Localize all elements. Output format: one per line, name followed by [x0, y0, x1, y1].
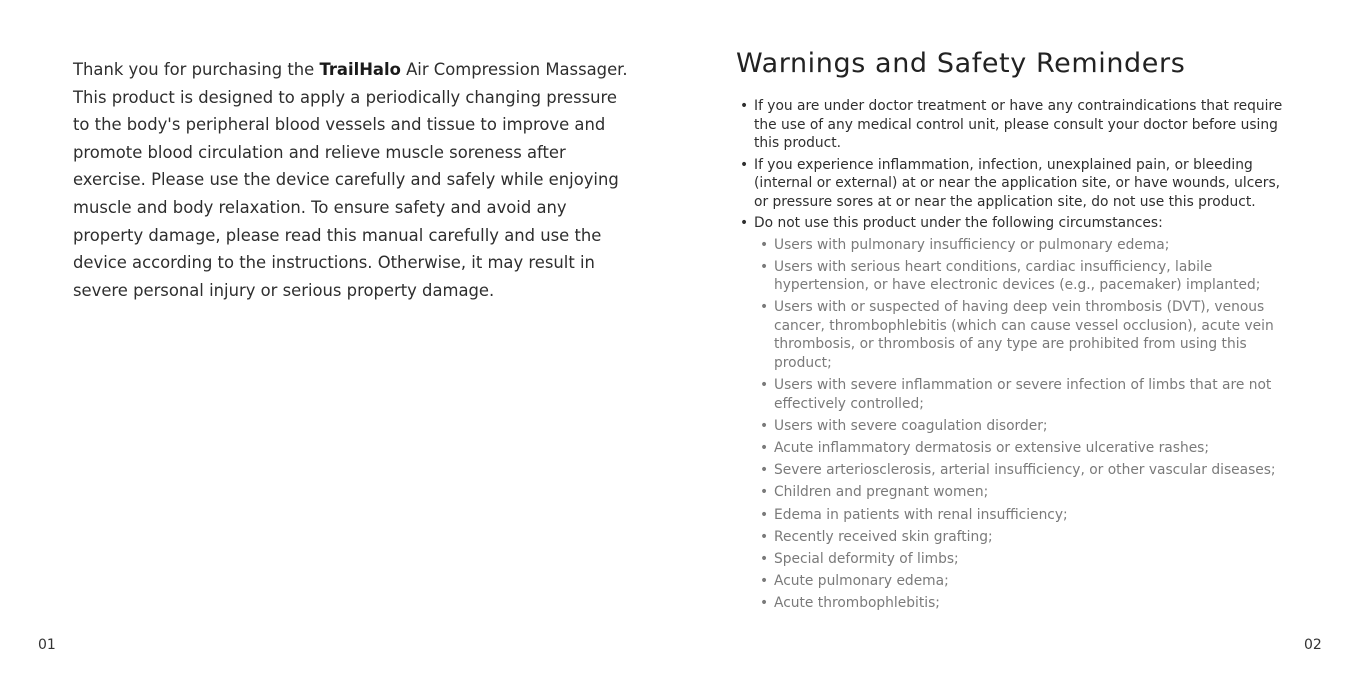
warning-text: If you experience inflammation, infection, unexplained pain, or bleeding (internal or external) at or near the application site, or have wounds, ulcers, or pressure sores at or near the application site, do not use this product. — [754, 156, 1281, 210]
circumstances-list — [758, 236, 1283, 613]
bullet-icon: • — [760, 506, 769, 523]
warning-item — [738, 214, 1283, 613]
warning-item — [738, 97, 1283, 153]
warning-text: If you are under doctor treatment or have any contraindications that require the use of any medical control unit, please consult your doctor before using this product. — [754, 98, 1283, 151]
bullet-icon: • — [760, 528, 769, 545]
circumstance-item — [758, 483, 1283, 502]
circumstance-text: Users with serious heart conditions, cardiac insufficiency, labile hypertension, or have electronic devices (e.g., pacemaker) implanted; — [774, 258, 1261, 294]
circumstance-item — [758, 376, 1283, 413]
circumstance-item — [758, 258, 1283, 295]
circumstance-text: Users with or suspected of having deep vein thrombosis (DVT), venous cancer, thrombophlebitis (which can cause vessel occlusion), acute vein thrombosis, or thrombosis of any type are prohibited from using this product; — [774, 299, 1274, 371]
circumstance-item — [758, 439, 1283, 458]
bullet-icon: • — [760, 377, 769, 394]
circumstance-text: Acute thrombophlebitis; — [774, 595, 940, 612]
circumstance-item — [758, 417, 1283, 436]
circumstance-text: Recently received skin grafting; — [774, 528, 993, 545]
circumstance-text: Acute pulmonary edema; — [774, 573, 949, 590]
intro-text-rest: Air Compression Massager. This product is designed to apply a periodically changing pressure to the body's peripheral blood vessels and tissue to improve and promote blood circulation and relieve muscle soreness after exercise. Please use the device carefully and safely while enjoying muscle and body relaxation. To ensure safety and avoid any property damage, please read this manual carefully and use the device according to the instructions. Otherwise, it may result in severe personal injury or serious property damage. — [73, 60, 628, 300]
bullet-icon: • — [760, 573, 769, 590]
circumstance-item — [758, 550, 1283, 569]
circumstance-text: Users with pulmonary insufficiency or pulmonary edema; — [774, 236, 1170, 253]
circumstance-text: Users with severe inflammation or severe infection of limbs that are not effectively controlled; — [774, 377, 1272, 412]
bullet-icon: • — [740, 156, 749, 173]
circumstance-text: Acute inflammatory dermatosis or extensive ulcerative rashes; — [774, 439, 1210, 456]
right-page — [680, 0, 1360, 680]
page-number-right: 02 — [1304, 637, 1322, 653]
bullet-icon: • — [740, 215, 749, 231]
bullet-icon: • — [760, 258, 769, 275]
circumstance-item — [758, 528, 1283, 547]
page-number-left: 01 — [38, 637, 56, 653]
circumstance-item — [758, 298, 1283, 372]
circumstance-text: Users with severe coagulation disorder; — [774, 417, 1048, 434]
circumstance-text: Children and pregnant women; — [774, 484, 989, 501]
circumstance-item — [758, 461, 1283, 480]
circumstance-text: Edema in patients with renal insufficiency; — [774, 506, 1068, 523]
bullet-icon: • — [760, 550, 769, 567]
circumstance-item — [758, 572, 1283, 591]
intro-paragraph — [73, 56, 633, 304]
circumstance-text: Special deformity of limbs; — [774, 550, 959, 567]
bullet-icon: • — [760, 439, 769, 456]
bullet-icon: • — [760, 484, 769, 501]
warning-text: Do not use this product under the following circumstances: — [754, 215, 1163, 231]
circumstance-item — [758, 594, 1283, 613]
bullet-icon: • — [760, 417, 769, 434]
warning-item — [738, 156, 1283, 212]
bullet-icon: • — [760, 236, 769, 253]
bullet-icon: • — [760, 595, 769, 612]
bullet-icon: • — [740, 98, 749, 114]
warnings-title: Warnings and Safety Reminders — [736, 48, 1186, 79]
bullet-icon: • — [760, 299, 769, 316]
intro-text-start: Thank you for purchasing the — [73, 60, 320, 79]
warnings-list — [738, 97, 1283, 616]
circumstance-item — [758, 506, 1283, 525]
brand-name: TrailHalo — [319, 60, 401, 79]
circumstance-text: Severe arteriosclerosis, arterial insufficiency, or other vascular diseases; — [774, 462, 1276, 479]
bullet-icon: • — [760, 462, 769, 479]
circumstance-item — [758, 236, 1283, 255]
